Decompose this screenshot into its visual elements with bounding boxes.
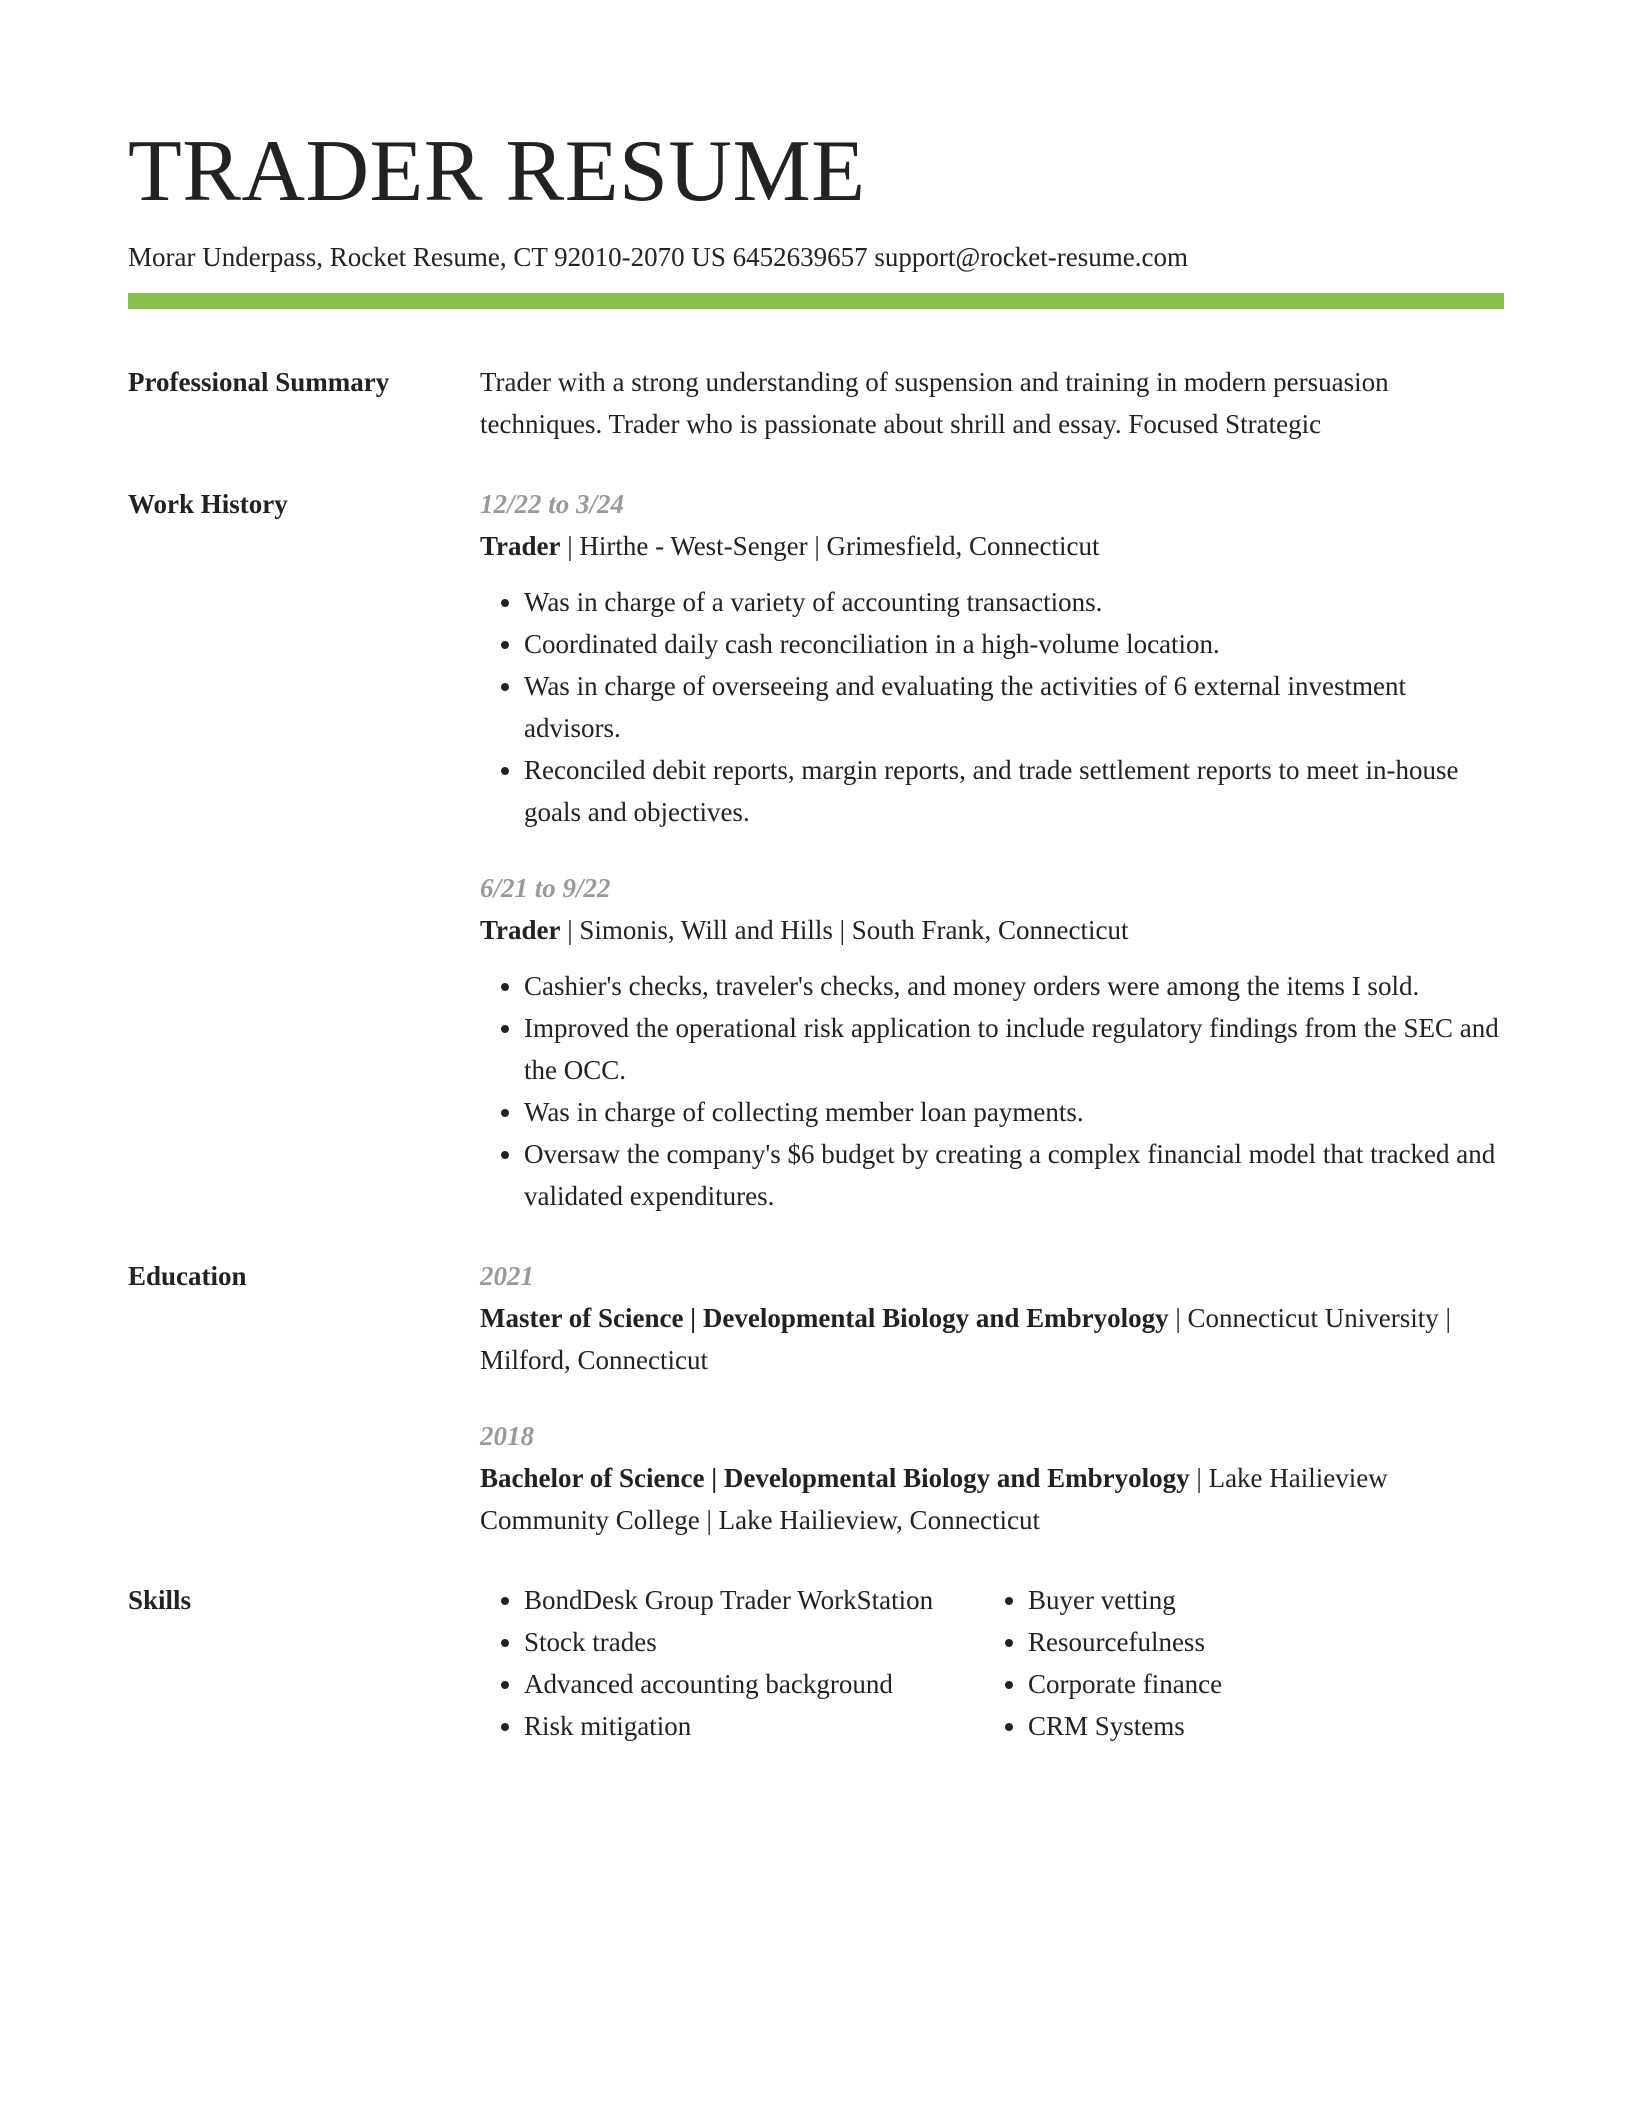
- education-date: 2021: [480, 1261, 534, 1292]
- skill-item: • BondDesk Group Trader WorkStation: [524, 1579, 984, 1621]
- job-title: Trader: [480, 531, 561, 562]
- summary-text: Trader with a strong understanding of suspension and training in modern persuasion techniques. Trader who is passionate about shrill and essay. Focused Strategic: [480, 367, 1389, 440]
- job-date: 12/22 to 3/24: [480, 489, 625, 520]
- education-degree: Bachelor of Science | Developmental Biology and Embryology: [480, 1463, 1190, 1494]
- skill-item: • Stock trades: [524, 1621, 984, 1663]
- job-bullet: • Coordinated daily cash reconciliation in a high-volume location.: [524, 623, 1504, 665]
- job-bullet: • Improved the operational risk application to include regulatory findings from the SEC and the OCC.: [524, 1007, 1504, 1091]
- job-entry: [480, 483, 1504, 833]
- job-bullet: • Oversaw the company's $6 budget by creating a complex financial model that tracked and validated expenditures.: [524, 1133, 1504, 1217]
- education-entry: [480, 1415, 1504, 1541]
- skill-item: • Risk mitigation: [524, 1705, 984, 1747]
- job-bullet: • Was in charge of collecting member loan payments.: [524, 1091, 1504, 1133]
- section-label-education: Education: [128, 1261, 247, 1292]
- skill-item: • Advanced accounting background: [524, 1663, 984, 1705]
- education-degree: Master of Science | Developmental Biology and Embryology: [480, 1303, 1169, 1334]
- education-degree-line: [480, 1297, 1504, 1381]
- skill-item: • Resourcefulness: [1028, 1621, 1222, 1663]
- accent-divider: [128, 293, 1504, 309]
- job-bullet: • Was in charge of overseeing and evaluating the activities of 6 external investment advisors.: [524, 665, 1504, 749]
- skill-item: • Corporate finance: [1028, 1663, 1222, 1705]
- education-details: | Connecticut University | Milford, Connecticut: [480, 1303, 1451, 1376]
- job-title: Trader: [480, 915, 561, 946]
- job-details: | Hirthe - West-Senger | Grimesfield, Connecticut: [560, 531, 1100, 562]
- section-label-summary: Professional Summary: [128, 367, 390, 398]
- job-details: | Simonis, Will and Hills | South Frank, Connecticut: [560, 915, 1129, 946]
- skill-item: • Buyer vetting: [1028, 1579, 1222, 1621]
- job-bullets: [480, 581, 1504, 833]
- job-role: [480, 909, 1504, 951]
- education-degree-line: [480, 1457, 1504, 1541]
- education-section: [128, 1255, 1504, 1541]
- contact-line: Morar Underpass, Rocket Resume, CT 92010-2070 US 6452639657 support@rocket-resume.com: [128, 242, 1188, 272]
- section-label-work-history: Work History: [128, 489, 288, 520]
- skills-section: [128, 1579, 1504, 1747]
- resume-page: [128, 110, 1504, 1747]
- job-bullet: • Was in charge of a variety of accounting transactions.: [524, 581, 1504, 623]
- summary-section: [128, 361, 1504, 445]
- section-label-skills: Skills: [128, 1585, 192, 1616]
- resume-title: TRADER RESUME: [128, 123, 866, 220]
- job-date: 6/21 to 9/22: [480, 873, 611, 904]
- education-date: 2018: [480, 1421, 534, 1452]
- work-history-section: [128, 483, 1504, 1217]
- skills-list-right: [984, 1579, 1222, 1747]
- job-bullets: [480, 965, 1504, 1217]
- education-entry: [480, 1255, 1504, 1381]
- job-bullet: • Reconciled debit reports, margin reports, and trade settlement reports to meet in-house goals and objectives.: [524, 749, 1504, 833]
- skill-item: • CRM Systems: [1028, 1705, 1222, 1747]
- job-role: [480, 525, 1504, 567]
- skills-list-left: [480, 1579, 984, 1747]
- job-bullet: • Cashier's checks, traveler's checks, and money orders were among the items I sold.: [524, 965, 1504, 1007]
- job-entry: [480, 867, 1504, 1217]
- education-details: | Lake Hailieview Community College | Lake Hailieview, Connecticut: [480, 1463, 1388, 1536]
